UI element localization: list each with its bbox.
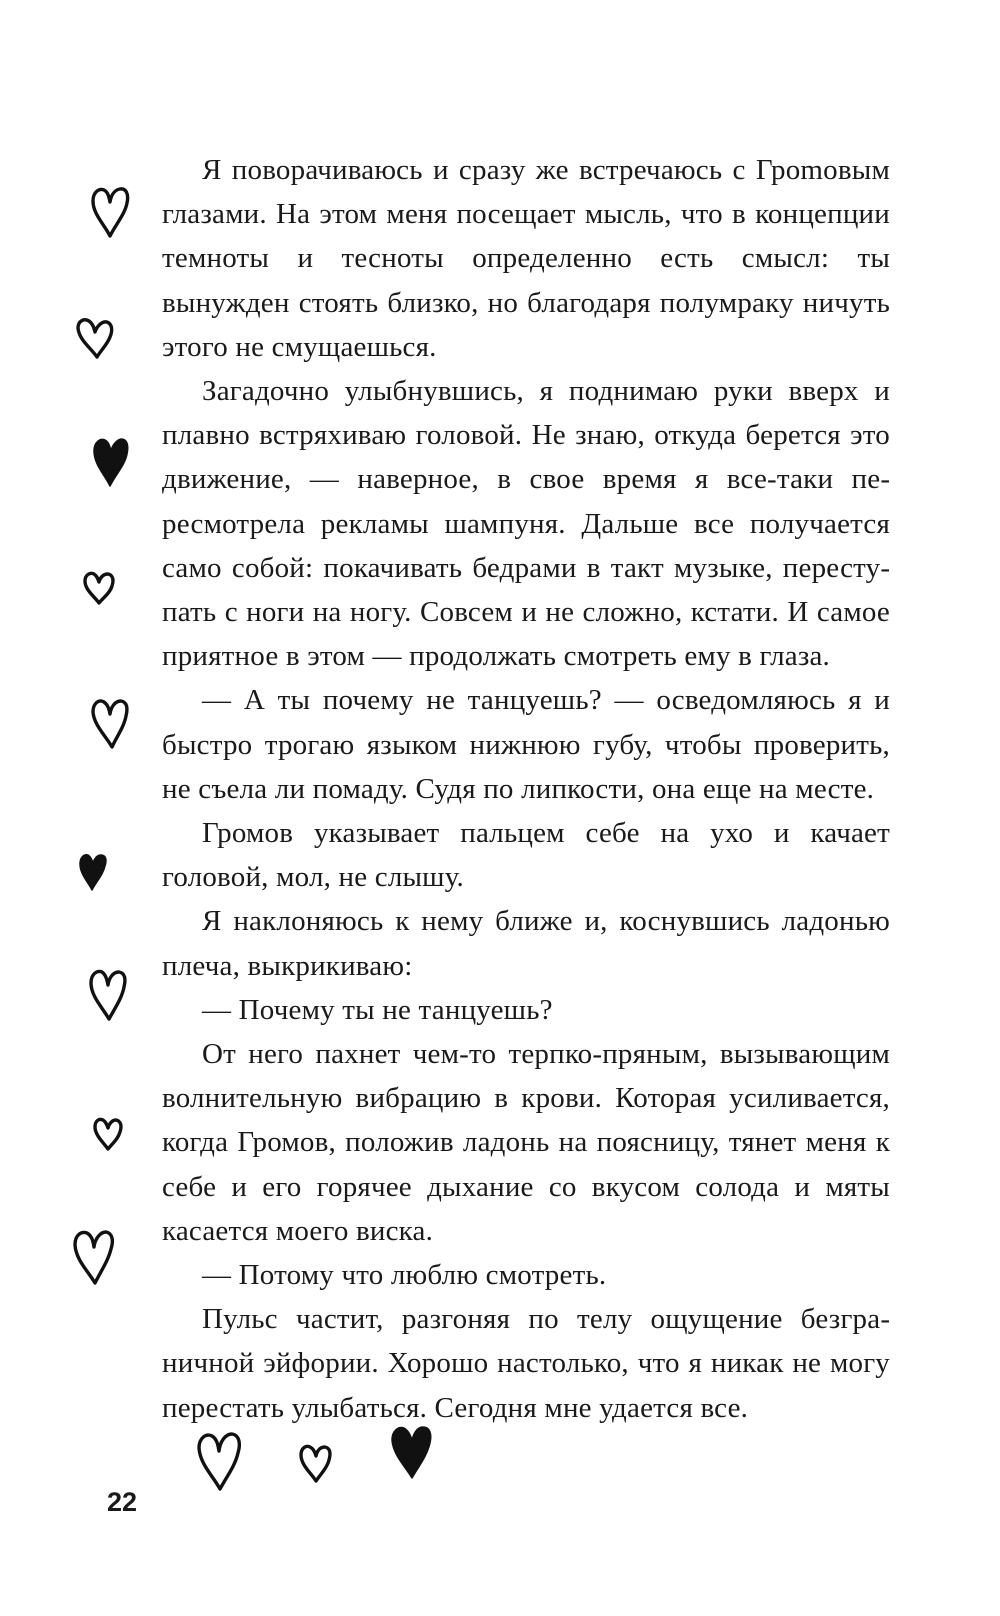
- page-number: 22: [107, 1487, 138, 1517]
- paragraph: Загадочно улыбнувшись, я поднимаю руки вверх и плавно встряхиваю головой. Не знаю, откуда берется это движение, — наверное, в свое время я все-таки пересмотрела рекламы шампуня. Дальше все получается само собой: покачивать бедрами в такт музыке, переступать с ноги на ногу. Совсем и не сложно, кстати. И самое приятное в этом — продолжать смотреть ему в глаза.: [162, 375, 890, 673]
- paragraph: Громов указывает пальцем себе на ухо и качает головой, мол, не слышу.: [162, 817, 890, 894]
- heart-outline-icon: [90, 186, 130, 240]
- paragraph: — Почему ты не танцуешь?: [202, 993, 553, 1026]
- paragraph: От него пахнет чем-то терпко-пряным, вызывающим волнительную вибрацию в крови. Которая усиливается, когда Громов, положив ладонь на поясницу, тянет меня к себе и его горячее дыхание со вкусом солода и мяты касается моего виска.: [162, 1038, 890, 1247]
- heart-outline-icon: [72, 1228, 116, 1286]
- paragraph: Пульс частит, разгоняя по телу ощущение безграничной эйфории. Хорошо настолько, что я никак не могу перестать улыбаться. Сегодня мне удается все.: [162, 1303, 890, 1424]
- paragraph: — Потому что люблю смотреть.: [202, 1259, 607, 1292]
- heart-outline-icon: [88, 968, 128, 1022]
- body-text: [162, 148, 890, 1430]
- paragraph: Я поворачиваюсь и сразу же встречаюсь с Гроmовым глазами. На этом меня посещает мысль, что в концепции темноты и тесноты определенно есть смысл: ты вынужден стоять близко, но благодаря полумраку ничуть этого не смущаешься.: [162, 154, 890, 363]
- heart-filled-icon: [92, 436, 130, 488]
- heart-filled-icon: [390, 1424, 434, 1480]
- heart-outline-icon: [298, 1442, 334, 1484]
- heart-outline-icon: [196, 1430, 244, 1492]
- paragraph: Я наклоняюсь к нему ближе и, коснувшись ладонью плеча, выкрикиваю:: [162, 905, 890, 982]
- heart-outline-icon: [76, 316, 114, 360]
- heart-filled-icon: [78, 852, 108, 892]
- heart-outline-icon: [82, 570, 116, 606]
- heart-outline-icon: [92, 1116, 124, 1152]
- paragraph: — А ты почему не танцуешь? — осведомляюсь я и быстро трогаю языком нижнюю губу, чтобы проверить, не съела ли помаду. Судя по липкости, она еще на месте.: [162, 684, 890, 805]
- heart-outline-icon: [90, 696, 130, 750]
